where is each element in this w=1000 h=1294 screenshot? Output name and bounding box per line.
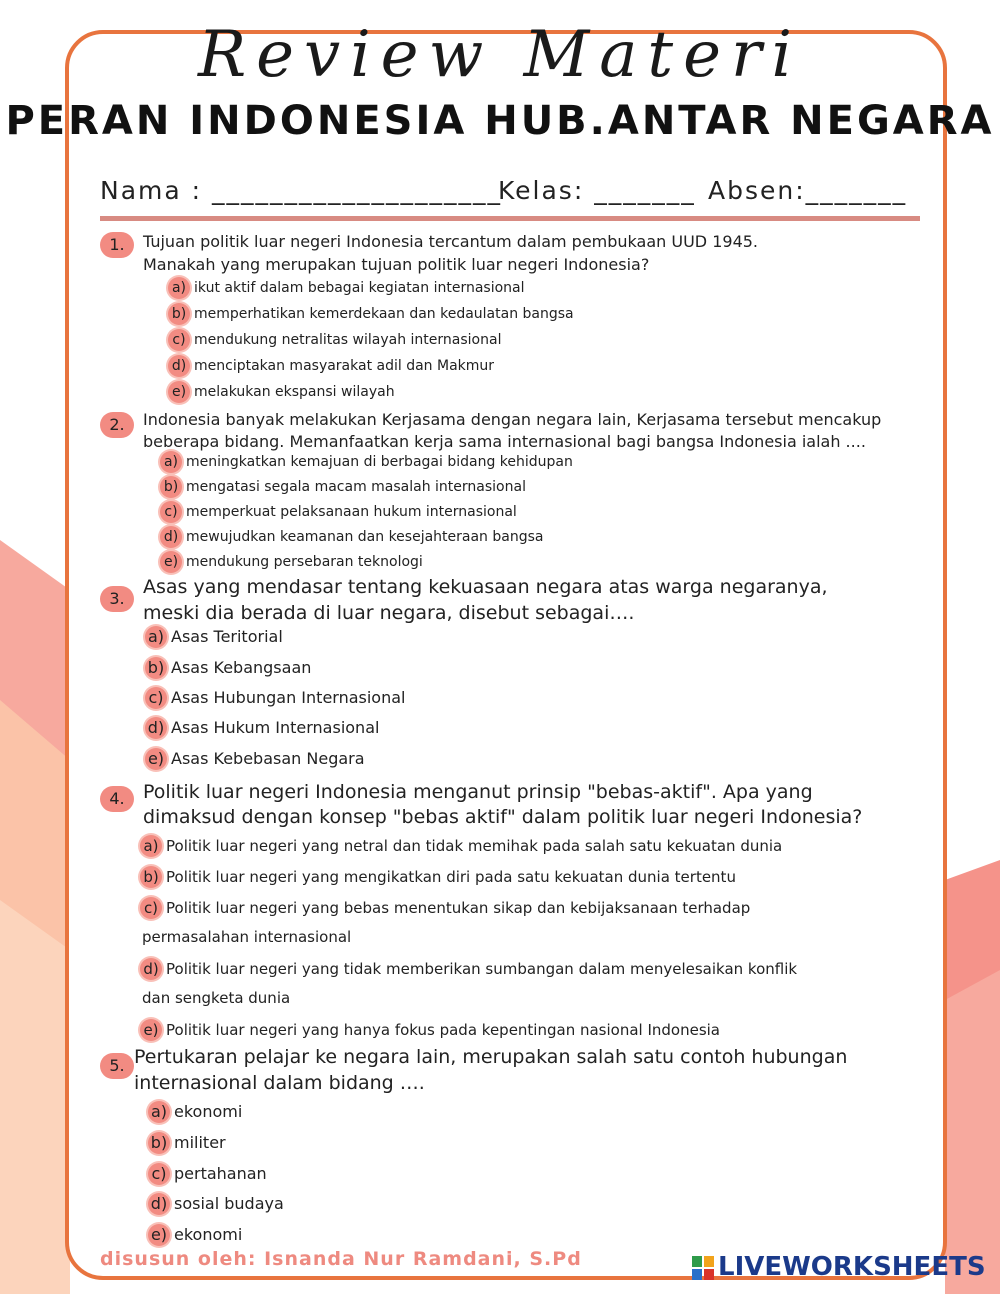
option-5e[interactable]: e) ekonomi [148,1224,242,1246]
option-3e[interactable]: e) Asas Kebebasan Negara [145,748,365,770]
question-text-line-2: beberapa bidang. Memanfaatkan kerja sama internasional bagi bangsa Indonesia ialah .... [143,432,866,451]
question-text-line-1: Indonesia banyak melakukan Kerjasama dengan negara lain, Kerjasama tersebut mencakup [143,410,882,429]
header-divider [100,216,920,221]
absen-field[interactable]: Absen:_______ [708,176,908,205]
script-title: Review Materi [197,18,803,92]
kelas-field[interactable]: Kelas: _______ [498,176,696,205]
option-3a[interactable]: a) Asas Teritorial [145,626,283,648]
option-1b[interactable]: b) memperhatikan kemerdekaan dan kedaulatan bangsa [168,303,574,325]
left-stripe-3 [0,900,70,1294]
option-4d[interactable]: d) Politik luar negeri yang tidak memberikan sumbangan dalam menyelesaikan konflik [140,958,797,980]
option-2c[interactable]: c) memperkuat pelaksanaan hukum internasional [160,501,517,523]
option-2d[interactable]: d) mewujudkan keamanan dan kesejahteraan bangsa [160,526,543,548]
right-stripe-2 [945,970,1000,1294]
question-text-line-1: Pertukaran pelajar ke negara lain, merupakan salah satu contoh hubungan [134,1046,848,1068]
option-4a[interactable]: a) Politik luar negeri yang netral dan tidak memihak pada salah satu kekuatan dunia [140,835,782,857]
option-5d[interactable]: d) sosial budaya [148,1193,284,1215]
liveworksheets-icon [692,1256,714,1280]
question-text-line-2: Manakah yang merupakan tujuan politik luar negeri Indonesia? [143,255,650,274]
page-title: PERAN INDONESIA HUB.ANTAR NEGARA [5,98,995,144]
question-text-line-2: dimaksud dengan konsep "bebas aktif" dalam politik luar negeri Indonesia? [143,806,863,828]
option-2a[interactable]: a) meningkatkan kemajuan di berbagai bidang kehidupan [160,451,573,473]
option-4b[interactable]: b) Politik luar negeri yang mengikatkan diri pada satu kekuatan dunia tertentu [140,866,736,888]
liveworksheets-text: LIVEWORKSHEETS [718,1252,986,1282]
option-4e[interactable]: e) Politik luar negeri yang hanya fokus pada kepentingan nasional Indonesia [140,1019,720,1041]
nama-field[interactable]: Nama : ____________________ [100,176,503,205]
option-2e[interactable]: e) mendukung persebaran teknologi [160,551,423,573]
option-3c[interactable]: c) Asas Hubungan Internasional [145,687,405,709]
question-text-line-1: Tujuan politik luar negeri Indonesia tercantum dalam pembukaan UUD 1945. [143,232,759,251]
question-number: 2. [100,412,134,438]
author-credit: disusun oleh: Isnanda Nur Ramdani, S.Pd [100,1248,582,1270]
question-text-line-2: meski dia berada di luar negara, disebut sebagai…. [143,602,635,624]
option-5a[interactable]: a) ekonomi [148,1101,242,1123]
option-5c[interactable]: c) pertahanan [148,1163,267,1185]
option-2b[interactable]: b) mengatasi segala macam masalah internasional [160,476,526,498]
question-text-line-1: Politik luar negeri Indonesia menganut prinsip "bebas-aktif". Apa yang [143,781,813,803]
question-number: 5. [100,1053,134,1079]
option-5b[interactable]: b) militer [148,1132,226,1154]
option-1d[interactable]: d) menciptakan masyarakat adil dan Makmur [168,355,494,377]
option-4c-continued: permasalahan internasional [142,928,352,946]
liveworksheets-logo[interactable] [692,1252,986,1282]
question-number: 4. [100,786,134,812]
question-number: 1. [100,232,134,258]
option-4d-continued: dan sengketa dunia [142,989,291,1007]
question-number: 3. [100,586,134,612]
option-1a[interactable]: a) ikut aktif dalam bebagai kegiatan internasional [168,277,525,299]
question-text-line-2: internasional dalam bidang …. [134,1072,425,1094]
option-1c[interactable]: c) mendukung netralitas wilayah internasional [168,329,501,351]
option-4c[interactable]: c) Politik luar negeri yang bebas menentukan sikap dan kebijaksanaan terhadap [140,897,750,919]
option-3b[interactable]: b) Asas Kebangsaan [145,657,311,679]
option-1e[interactable]: e) melakukan ekspansi wilayah [168,381,395,403]
question-text-line-1: Asas yang mendasar tentang kekuasaan negara atas warga negaranya, [143,576,828,598]
option-3d[interactable]: d) Asas Hukum Internasional [145,717,379,739]
